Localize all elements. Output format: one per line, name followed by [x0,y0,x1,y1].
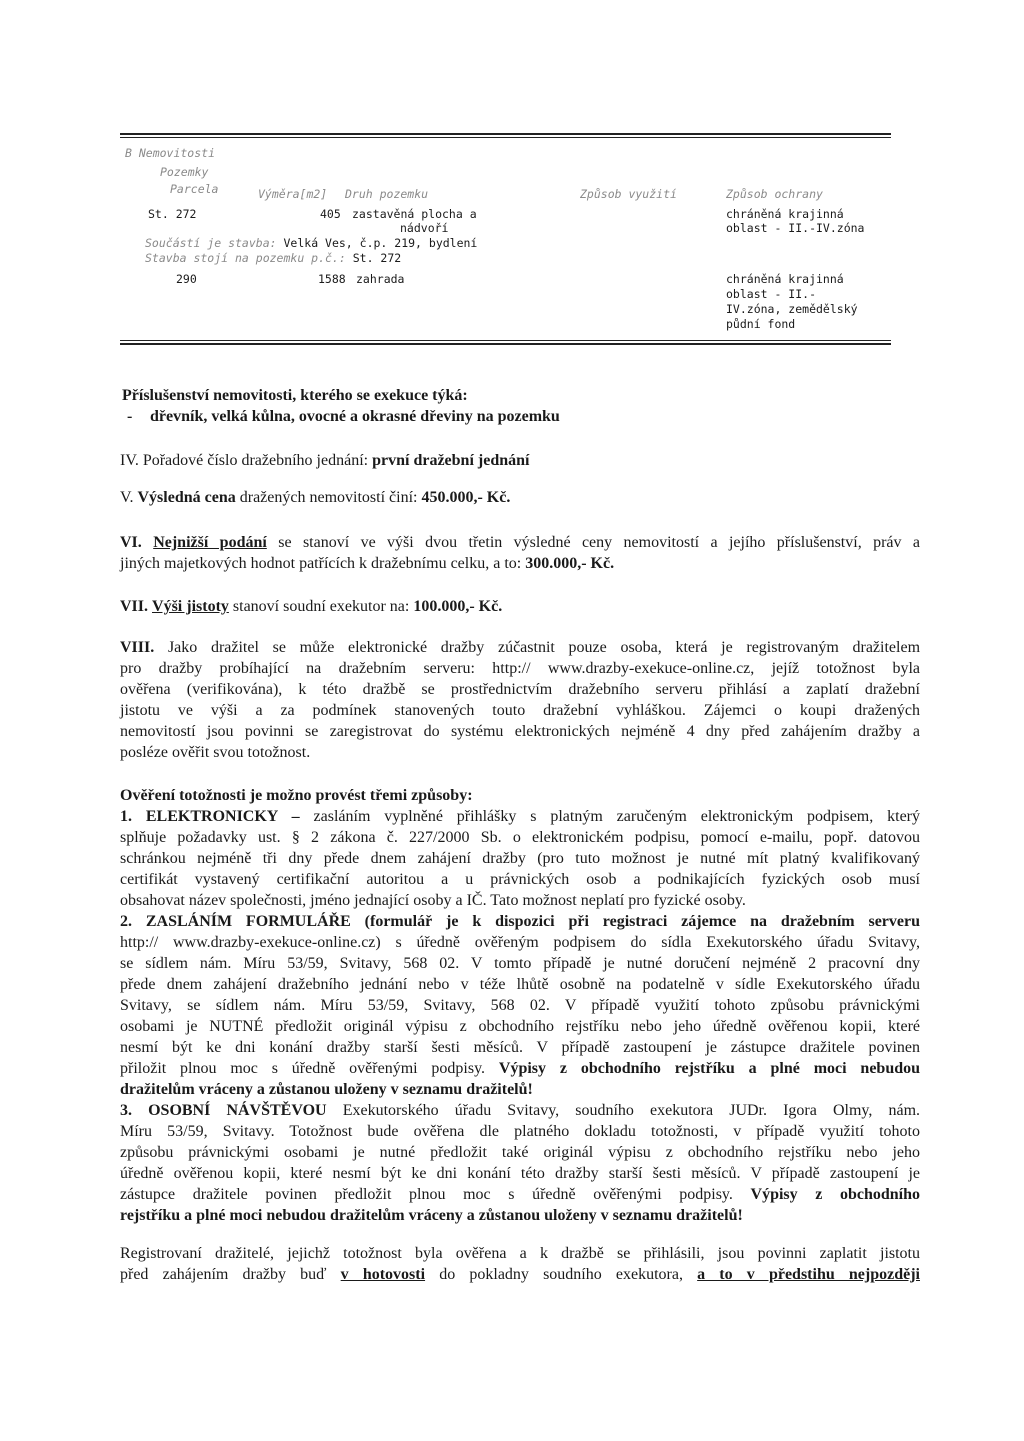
row1-druh-line2: nádvoří [400,221,449,235]
section-v-value: 450.000,- Kč. [421,489,511,506]
section-viii-number: VIII. [120,639,155,656]
row2-ochrana-line4: půdní fond [726,317,796,331]
section-iv [120,451,529,472]
method3-line3: způsobu právnickými osobami je nutné předložit také originál výpisu z obchodního rejstříku nebo jeho [120,1144,920,1161]
stavba-label: Stavba stojí na pozemku p.č.: [145,251,346,265]
method2-line5: osobami je NUTNÉ předložit originál výpisu z obchodního rejstříku nebo jeho úředně ověřenou kopii, které [120,1018,920,1035]
section-vii-value: 100.000,- Kč. [413,598,503,615]
method1-line1 [120,807,920,828]
section-v-bold: Výsledná cena [137,489,236,506]
section-vi-term: Nejnižší podání [153,534,267,551]
row1-ochrana-line1: chráněná krajinná [726,207,844,221]
section-viii-line3: ověřena (verifikována), k této dražbě se prostřednictvím dražebního serveru přihlásí a zaplatí dražební [120,681,920,698]
section-vii [120,597,502,618]
section-viii-line4: jistotu ve výši a za podmínek stanovených touto dražební vyhláškou. Zájemci o koupi dražených [120,702,920,719]
section-vi-line1 [120,533,920,554]
section-v-text: dražených nemovitostí činí: [239,489,418,506]
soucasti-value: Velká Ves, č.p. 219, bydlení [283,236,478,250]
method3-last-bold: Výpisy z obchodního [750,1186,921,1203]
section-title: B Nemovitosti [125,146,216,160]
row2-ochrana-line2: oblast - II.- [726,287,817,301]
section-viii-line5: nemovitostí jsou povinni se zaregistrovat do systému elektronických nejméně 4 dny před zahájením dražby a [120,723,920,740]
section-viii-line1 [120,638,920,659]
row2-parcela: 290 [176,272,197,286]
section-viii-line6: posléze ověřit svou totožnost. [120,744,311,761]
method1-first: zasláním vyplněné přihlášky s platným zaručeným elektronickým podpisem, který [313,808,921,825]
row2-vymera: 1588 [318,272,346,286]
method1-line3: schránkou nejméně tři dny přede dnem zahájení dražby (pro tuto možnost je nutné mít platný kvalifikovaný [120,850,920,867]
row1-druh-line1: zastavěná plocha a [352,207,477,221]
row2-ochrana-line3: IV.zóna, zemědělský [726,302,858,316]
final-line2-b: do pokladny soudního exekutora, [439,1266,683,1283]
prislusenstvi-bullet: - [127,408,133,425]
table-top-rule-thin [120,137,891,138]
final-line2-u2: a to v předstihu nejpozději [697,1266,920,1283]
method2-line3: přede dnem zahájení dražebního jednání nebo v téže lhůtě osobně na podatelně v sídle Exekutorského úřadu [120,976,920,993]
section-vi-value: 300.000,- Kč. [525,555,615,572]
method2-bold-end: dražitelům vráceny a zůstanou uloženy v seznamu dražitelů! [120,1081,533,1098]
method3-bold-end: rejstříku a plné moci nebudou dražitelům vráceny a zůstanou uloženy v seznamu dražitelů! [120,1207,743,1224]
method3-line5 [120,1185,920,1206]
method3-line2: Míru 53/59, Svitavy. Totožnost bude ověřena dle platného dokladu totožnosti, v případě využití tohoto [120,1123,920,1140]
header-druh: Druh pozemku [345,187,429,201]
method1-title: 1. ELEKTRONICKY – [120,808,300,825]
header-parcela: Parcela [170,182,219,196]
prislusenstvi-item: dřevník, velká kůlna, ovocné a okrasné dřeviny na pozemku [150,408,560,425]
section-vi-number: VI. [120,534,142,551]
section-vi-line2 [120,554,614,575]
table-bottom-rule-thin [120,340,891,341]
method3-title: 3. OSOBNÍ NÁVŠTĚVOU [120,1102,327,1119]
overeni-heading: Ověření totožnosti je možno provést třemi způsoby: [120,787,473,804]
method2-last-bold: Výpisy z obchodního rejstříku a plné moci nebudou [498,1060,921,1077]
method2-line7 [120,1059,920,1080]
table-bottom-rule [120,343,891,345]
method3-first: Exekutorského úřadu Svitavy, soudního exekutora JUDr. Igora Olmy, nám. [342,1102,921,1119]
section-vii-term: Výši jistoty [152,598,229,615]
section-v [120,488,510,509]
method1-line2: splňuje požadavky ust. § 2 zákona č. 227/2000 Sb. o elektronickém podpisu, pomocí e-mailu, popř. datovou [120,829,920,846]
method1-line5: obsahovat název společnosti, jméno jednající osoby a IČ. Tato možnost neplatí pro fyzické osoby. [120,892,746,909]
method1-line4: certifikát vystavený certifikační autoritou a u právnických osob a podnikajících fyzických osob musí [120,871,920,888]
final-line2-u1: v hotovosti [340,1266,426,1283]
method2-last-plain: přiložit plnou moc s úředně ověřenými podpisy. [120,1060,486,1077]
header-vymera: Výměra[m2] [258,187,328,201]
method2-line4: Svitavy, se sídlem nám. Míru 53/59, Svitavy, 568 02. V případě využití tohoto způsobu právnickými [120,997,920,1014]
final-line1: Registrovaní dražitelé, jejichž totožnost byla ověřena a k dražbě se přihlásili, jsou povinni zaplatit jistotu [120,1245,920,1262]
section-vi-text1: se stanoví ve výši dvou třetin výsledné ceny nemovitostí a jejího příslušenství, práv a [278,534,921,551]
soucasti-label: Součástí je stavba: [145,236,277,250]
stavba-value: St. 272 [352,251,402,265]
section-iv-text: Pořadové číslo dražebního jednání: [142,452,369,469]
final-line2 [120,1265,920,1286]
prislusenstvi-heading: Příslušenství nemovitosti, kterého se exekuce týká: [122,387,468,404]
table-subtitle: Pozemky [160,165,209,179]
section-iv-value: první dražební jednání [372,452,530,469]
method2-line2: se sídlem nám. Míru 53/59, Svitavy, 568 02. V tomto případě je nutné doručení nejméně 2 pracovní dny [120,955,920,972]
final-line2-a: před zahájením dražby buď [120,1266,327,1283]
section-viii-text-0: Jako dražitel se může elektronické dražby zúčastnit pouze osoba, která je registrovaným dražitelem [167,639,921,656]
row2-ochrana-line1: chráněná krajinná [726,272,844,286]
row2-druh: zahrada [356,272,405,286]
method2-line6: nesmí být ke dni konání dražby starší šesti měsíců. V případě zastoupení je zástupce dražitele povinen [120,1039,920,1056]
header-ochrana: Způsob ochrany [726,187,823,201]
row1-vymera: 405 [320,207,341,221]
method2-title: 2. ZASLÁNÍM FORMULÁŘE (formulář je k dispozici při registraci zájemce na dražebním serveru [120,913,920,930]
method2-line1: http:// www.drazby-exekuce-online.cz) s úředně ověřeným podpisem do sídla Exekutorského úřadu Svitavy, [120,934,920,951]
row1-parcela: St. 272 [148,207,197,221]
header-vyuziti: Způsob využití [580,187,677,201]
soucasti-row [145,236,477,250]
method3-line4: úředně ověřenou kopii, které nesmí být ke dni konání této dražby starší šesti měsíců. V případě zastoupení je [120,1165,920,1182]
section-iv-number: IV. [120,452,139,469]
section-vii-text: stanoví soudní exekutor na: [232,598,410,615]
method3-last-plain: zástupce dražitele povinen předložit plnou moc s úředně ověřenými podpisy. [120,1186,733,1203]
section-vi-text2: jiných majetkových hodnot patřících k dražebnímu celku, a to: [120,555,522,572]
table-top-rule [120,133,891,135]
method3-line1 [120,1101,920,1122]
section-viii-line2: pro dražby probíhající na dražebním serveru: http:// www.drazby-exekuce-online.cz, jejíž totožnost byla [120,660,920,677]
section-v-number: V. [120,489,134,506]
stavba-row [145,251,401,265]
row1-ochrana-line2: oblast - II.-IV.zóna [726,221,865,235]
section-vii-number: VII. [120,598,149,615]
